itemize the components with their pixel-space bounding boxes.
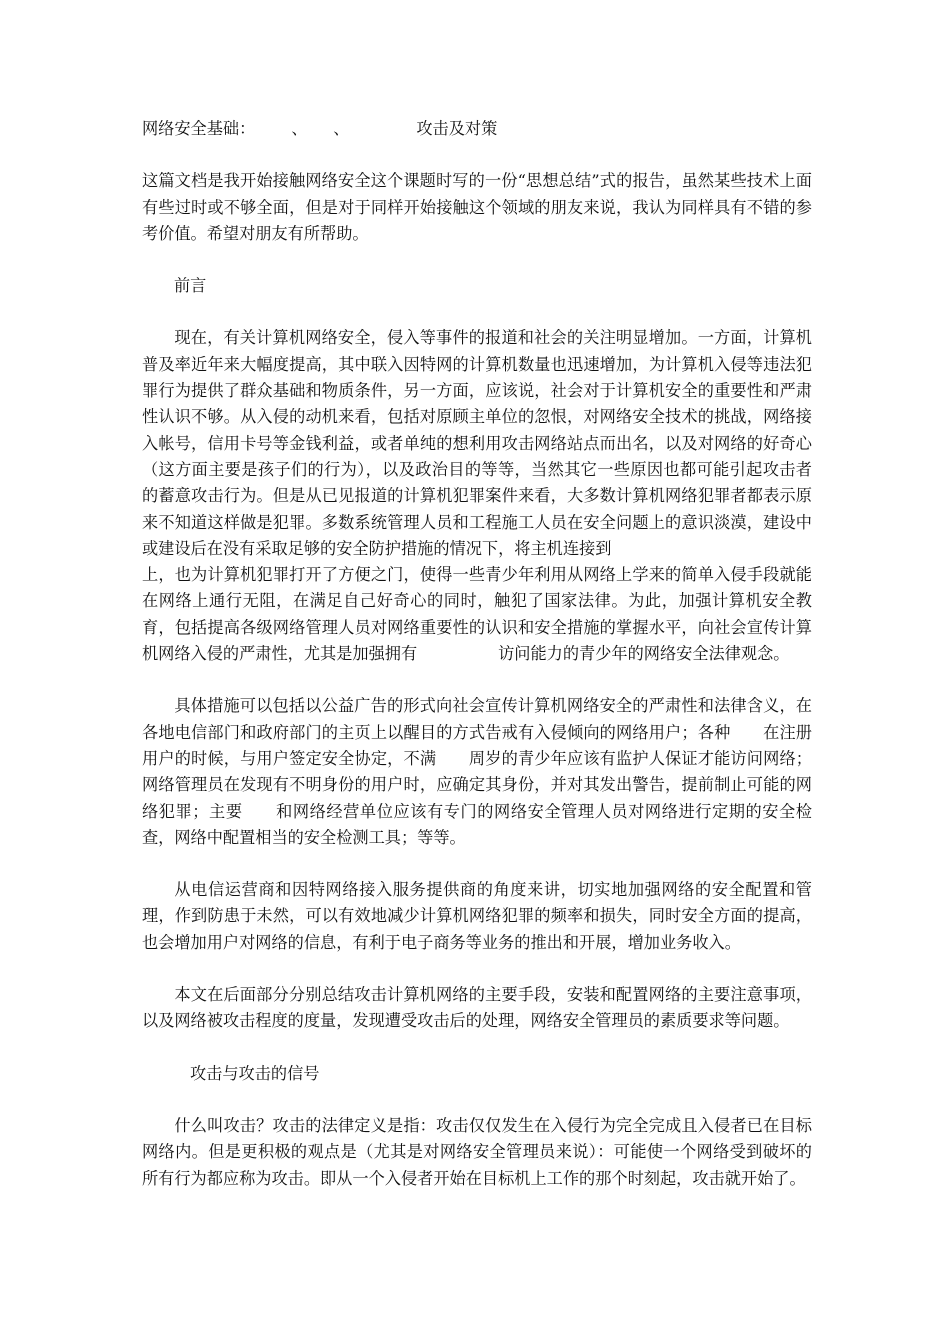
body-paragraph: 从电信运营商和因特网络接入服务提供商的角度来讲，切实地加强网络的安全配置和管理，作到防患于未然，可以有效地减少计算机网络犯罪的频率和损失，同时安全方面的提高，也会增加用户对网络的信息，有利于电子商务等业务的推出和开展，增加业务收入。 <box>142 880 812 952</box>
document-body <box>142 116 812 1218</box>
intro-paragraph: 这篇文档是我开始接触网络安全这个课题时写的一份“思想总结”式的报告，虽然某些技术上面有些过时或不够全面，但是对于同样开始接触这个领域的朋友来说，我认为同样具有不错的参考价值。希望对朋友有所帮助。 <box>142 171 812 243</box>
title-separator: 、 <box>333 119 350 138</box>
preface-heading: 前言 <box>174 276 207 296</box>
title-separator: 、 <box>291 119 308 138</box>
section-paragraph: 什么叫攻击？攻击的法律定义是指：攻击仅仅发生在入侵行为完全完成且入侵者已在目标网络内。但是更积极的观点是（尤其是对网络安全管理员来说）：可能使一个网络受到破坏的所有行为都应称为攻击。即从一个入侵者开始在目标机上工作的那个时刻起，攻击就开始了。 <box>142 1115 812 1188</box>
section-heading: 攻击与攻击的信号 <box>190 1063 320 1083</box>
body-paragraph: 具体措施可以包括以公益广告的形式向社会宣传计算机网络安全的严肃性和法律含义，在各地电信部门和政府部门的主页上以醒目的方式告戒有入侵倾向的网络用户；各种 在注册用户的时候，与用户签定安全协定，不满 周岁的青少年应该有监护人保证才能访问网络；网络管理员在发现有不明身份的用户时，应确定其身份，并对其发出警告，提前制止可能的网络犯罪；主要 和网络经营单位应该有专门的网络安全管理人员对网络进行定期的安全检查，网络中配置相当的安全检测工具；等等。 <box>142 696 812 847</box>
body-paragraph: 现在，有关计算机网络安全，侵入等事件的报道和社会的关注明显增加。一方面，计算机普及率近年来大幅度提高，其中联入因特网的计算机数量也迅速增加，为计算机入侵等违法犯罪行为提供了群众基础和物质条件，另一方面，应该说，社会对于计算机安全的重要性和严肃性认识不够。从入侵的动机来看，包括对原顾主单位的忽恨，对网络安全技术的挑战，网络接入帐号，信用卡号等金钱利益，或者单纯的想利用攻击网络站点而出名，以及对网络的好奇心（这方面主要是孩子们的行为），以及政治目的等等，当然其它一些原因也都可能引起攻击者的蓄意攻击行为。但是从已见报道的计算机犯罪案件来看，大多数计算机网络犯罪者都表示原来不知道这样做是犯罪。多数系统管理人员和工程施工人员在安全问题上的意识淡漠，建设中或建设后在没有采取足够的安全防护措施的情况下，将主机连接到 <box>142 328 812 558</box>
body-paragraph: 上，也为计算机犯罪打开了方便之门，使得一些青少年利用从网络上学来的简单入侵手段就能在网络上通行无阻，在满足自己好奇心的同时，触犯了国家法律。为此，加强计算机安全教育，包括提高各级网络管理人员对网络重要性的认识和安全措施的掌握水平，向社会宣传计算机网络入侵的严肃性，尤其是加强拥有 访问能力的青少年的网络安全法律观念。 <box>142 565 812 664</box>
title-gap <box>349 119 416 138</box>
document-title <box>142 116 812 142</box>
title-suffix: 攻击及对策 <box>416 119 498 138</box>
title-prefix: 网络安全基础： <box>142 119 256 138</box>
title-gap <box>255 119 291 138</box>
title-gap <box>308 119 334 138</box>
body-paragraph: 本文在后面部分分别总结攻击计算机网络的主要手段，安装和配置网络的主要注意事项，以及网络被攻击程度的度量，发现遭受攻击后的处理，网络安全管理员的素质要求等问题。 <box>142 985 812 1031</box>
